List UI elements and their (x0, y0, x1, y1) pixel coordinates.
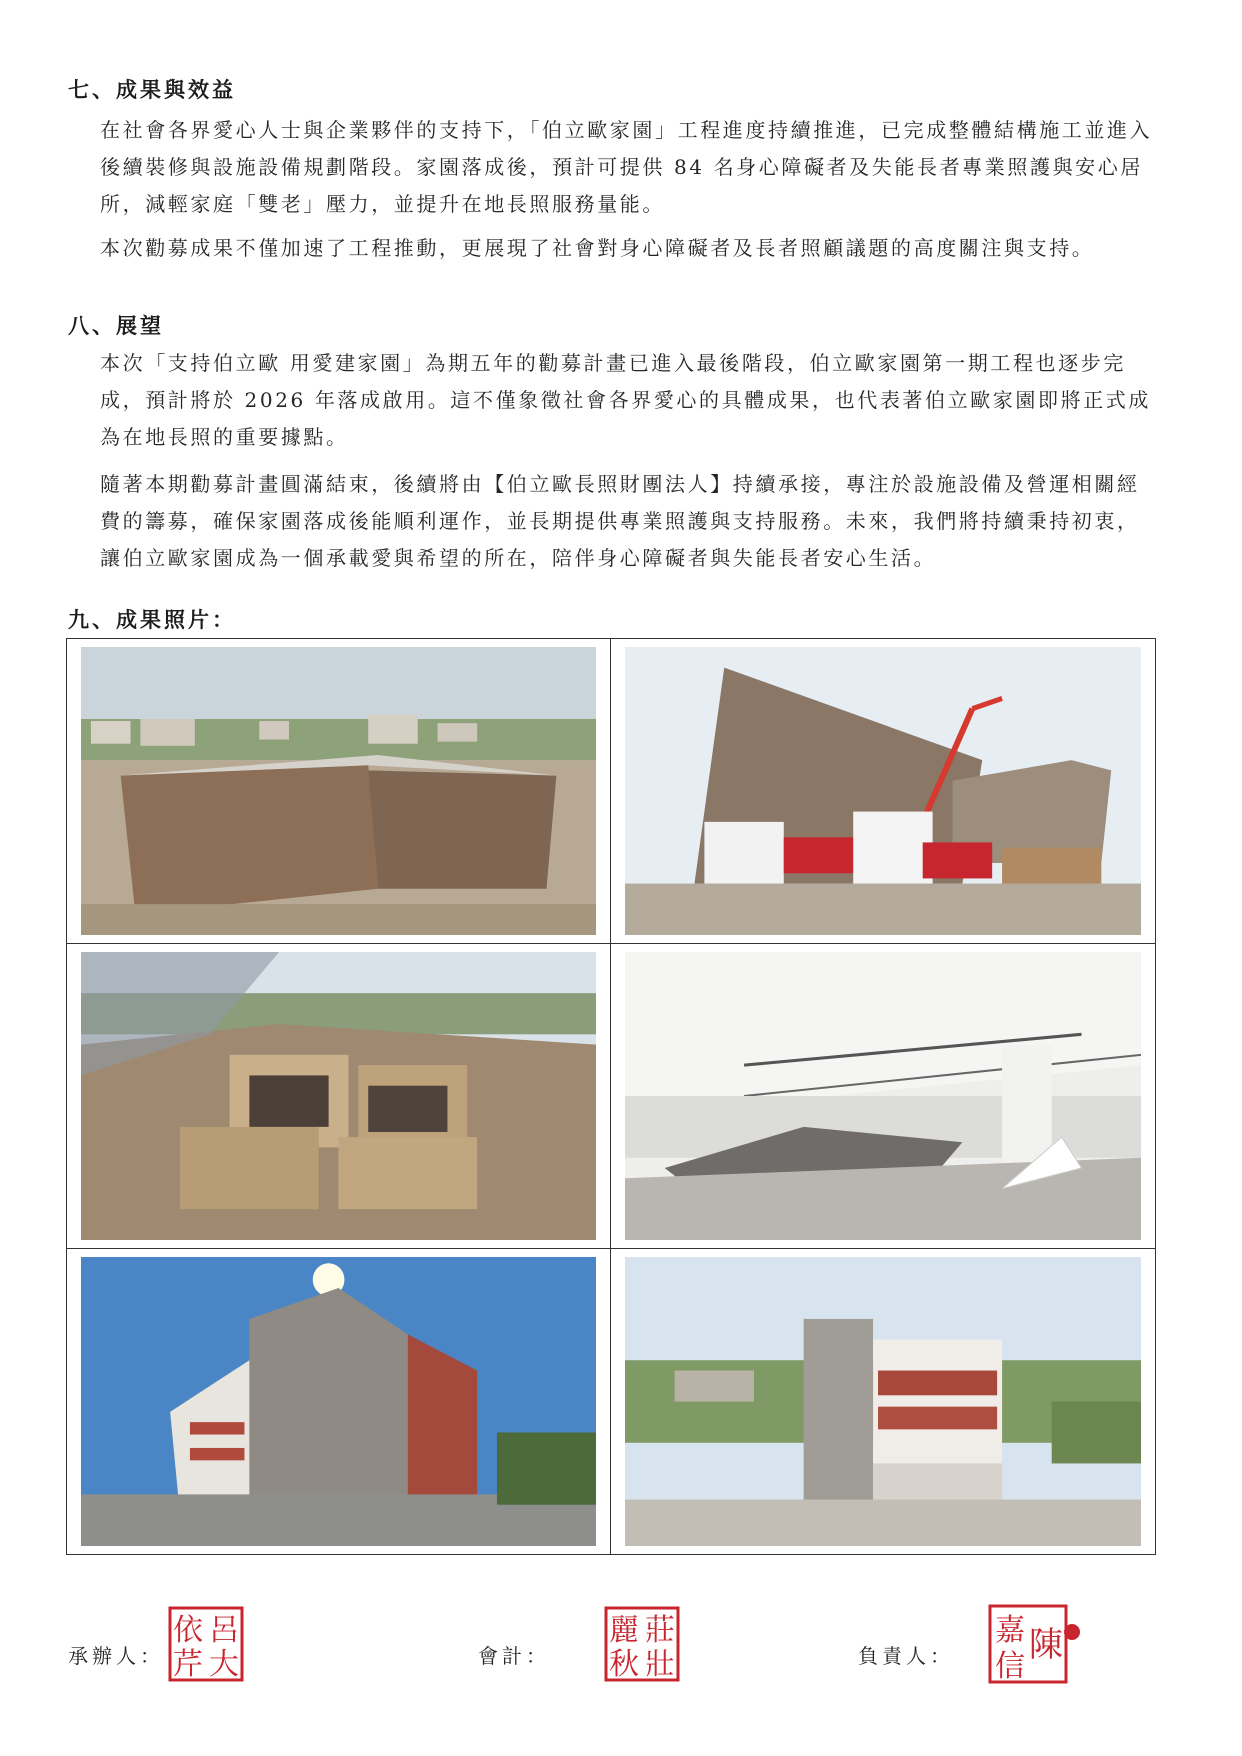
handler-label: 承辦人： (68, 1644, 164, 1668)
photo-building-sunlight (67, 1249, 611, 1554)
svg-text:呂: 呂 (209, 1613, 239, 1648)
svg-text:依: 依 (173, 1613, 203, 1648)
photo-construction-aerial (67, 639, 611, 944)
photo-finished-building (611, 1249, 1155, 1554)
section-7-heading: 七、成果與效益 (68, 77, 236, 102)
signature-row (0, 1600, 1242, 1710)
svg-text:麗: 麗 (609, 1613, 639, 1648)
svg-text:大: 大 (209, 1647, 239, 1682)
section-8-paragraph-1: 本次「支持伯立歐 用愛建家園」為期五年的勸募計畫已進入最後階段，伯立歐家園第一期工程也逐步完成，預計將於 2026 年落成啟用。這不僅象徵社會各界愛心的具體成果，也代表著伯立歐家園即將正式成為在地長照的重要據點。 (100, 351, 1152, 449)
svg-text:嘉: 嘉 (995, 1613, 1025, 1648)
accounting-label: 會計： (478, 1644, 550, 1668)
photo-formwork (67, 944, 611, 1249)
section-8-paragraph-2: 隨著本期勸募計畫圓滿結束，後續將由【伯立歐長照財團法人】持續承接，專注於設施設備及營運相關經費的籌募，確保家園落成後能順利運作，並長期提供專業照護與支持服務。未來，我們將持續秉持初衷，讓伯立歐家園成為一個承載愛與希望的所在，陪伴身心障礙者與失能長者安心生活。 (100, 472, 1140, 570)
accounting-seal (604, 1606, 680, 1682)
svg-text:陳: 陳 (1029, 1625, 1063, 1665)
handler-seal (168, 1606, 244, 1682)
section-7-paragraph-2: 本次勸募成果不僅加速了工程推動，更展現了社會對身心障礙者及長者照顧議題的高度關注與支持。 (100, 236, 1095, 260)
section-8-heading: 八、展望 (68, 313, 164, 338)
svg-text:莊: 莊 (645, 1613, 675, 1648)
photo-interior-floor (611, 944, 1155, 1249)
photo-concrete-pump-trucks (611, 639, 1155, 944)
svg-text:信: 信 (995, 1649, 1025, 1684)
responsible-label: 負責人： (858, 1644, 954, 1668)
svg-text:秋: 秋 (609, 1647, 639, 1682)
svg-text:芹: 芹 (173, 1647, 203, 1682)
svg-text:壯: 壯 (645, 1647, 675, 1682)
photo-grid (66, 638, 1156, 1555)
responsible-seal (988, 1600, 1084, 1686)
section-9-heading: 九、成果照片： (68, 607, 236, 632)
section-7-paragraph-1: 在社會各界愛心人士與企業夥伴的支持下，「伯立歐家園」工程進度持續推進，已完成整體結構施工並進入後續裝修與設施設備規劃階段。家園落成後，預計可提供 84 名身心障礙者及失能長者專業照護與安心居所，減輕家庭「雙老」壓力，並提升在地長照服務量能。 (100, 118, 1153, 216)
